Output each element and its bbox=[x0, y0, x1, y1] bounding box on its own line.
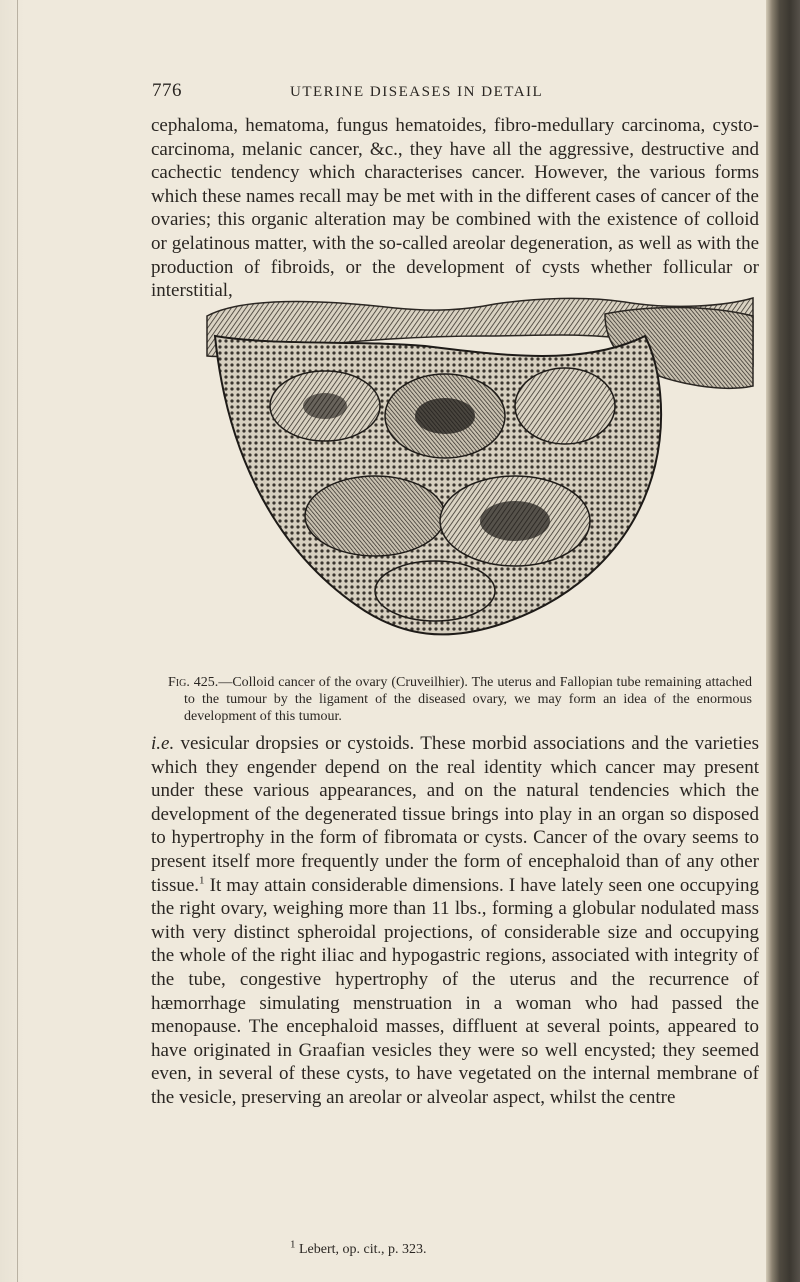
figure-illustration bbox=[205, 296, 755, 641]
page-header bbox=[152, 80, 712, 106]
paragraph-2-text-b: It may attain considerable dimensions. I have lately seen one occupying the right ovary, weighing more than 11 lbs., forming a globular nodulated mass with very distinct spheroidal projections, of considerable size and occupying the whole of the right iliac and hypogastric regions, associated with integrity of the tube, congestive hypertrophy of the uterus and the recurrence of hæmorrhage simulating menstruation in a woman who had passed the menopause. The encephaloid masses, diffluent at several points, appeared to have originated in Graafian vesicles they were so well encysted; they seemed even, in several of these cysts, to have vegetated on the internal membrane of the vesicle, preserving an areolar or alveolar aspect, whilst the centre bbox=[151, 874, 759, 1108]
figure-label: Fig. 425. bbox=[168, 675, 219, 690]
figure-caption-text: —Colloid cancer of the ovary (Cruveilhier). The uterus and Fallopian tube remaining attached to the tumour by the ligament of the diseased ovary, we may form an idea of the enormous development of this tumour. bbox=[184, 675, 752, 724]
footnote-text: Lebert, op. cit., p. 323. bbox=[295, 1242, 427, 1257]
cyst-lobe bbox=[375, 561, 495, 621]
cyst-lobe bbox=[305, 476, 445, 556]
figure-caption bbox=[168, 674, 752, 725]
gutter-line bbox=[17, 0, 18, 1282]
book-edge bbox=[766, 0, 800, 1282]
paragraph-1: cephaloma, hematoma, fungus hematoides, fibro-medullary carcinoma, cysto-carcinoma, melanic cancer, &c., they have all the aggressive, destructive and cachectic tendency which characterises cancer. However, the various forms which these names recall may be met with in the different cases of cancer of the ovaries; this organic alteration may be combined with the existence of colloid or gelatinous matter, with the so-called areolar degeneration, as well as with the production of fibroids, or the development of cysts whether follicular or interstitial, bbox=[151, 115, 759, 302]
cyst-cavity bbox=[415, 398, 475, 434]
running-head: UTERINE DISEASES IN DETAIL bbox=[290, 84, 544, 100]
footnote bbox=[290, 1238, 427, 1258]
footnote-mark: 1 bbox=[290, 1238, 296, 1251]
page-gutter bbox=[0, 0, 24, 1282]
paragraph-2 bbox=[151, 732, 759, 1110]
ovarian-tumour-engraving bbox=[205, 296, 755, 641]
paragraph-2-lead: i.e. bbox=[151, 733, 175, 754]
cyst-cavity bbox=[303, 393, 347, 419]
cyst-cavity bbox=[480, 501, 550, 541]
paragraph-2-text-a: vesicular dropsies or cystoids. These morbid associations and the varieties which they engender depend on the real identity which cancer may present under these various appearances, and on the natural tendencies which the development of the degenerated tissue brings into play in an organ so disposed to hypertrophy in the form of fibromata or cysts. Cancer of the ovary seems to present itself more frequently under the form of encephaloid than of any other tissue. bbox=[151, 733, 759, 896]
cyst-lobe bbox=[515, 368, 615, 444]
footnote-reference: 1 bbox=[199, 874, 205, 887]
page-number: 776 bbox=[152, 80, 182, 101]
